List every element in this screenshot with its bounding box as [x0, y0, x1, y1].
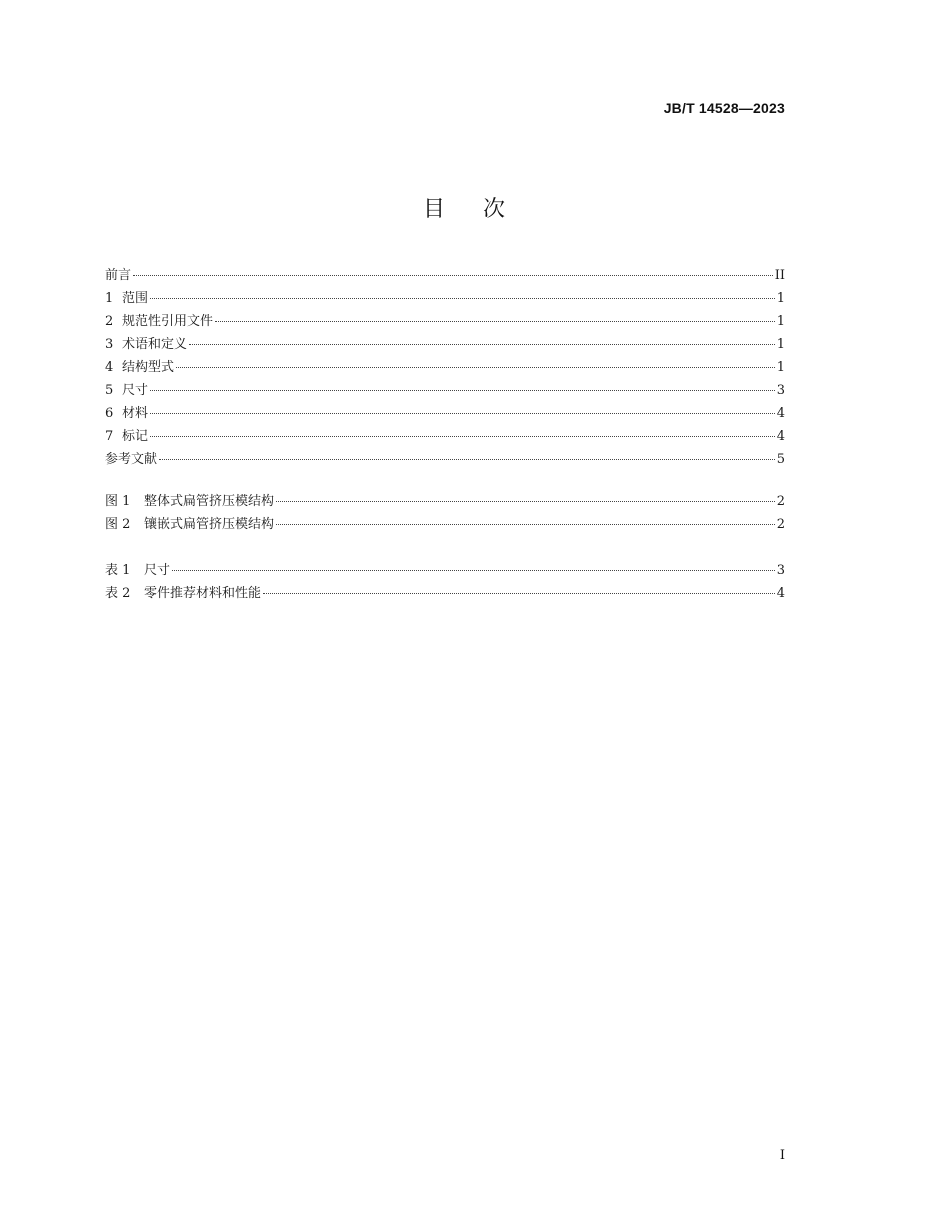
toc-entry-dimensions[interactable]	[105, 379, 785, 402]
toc-entry-page: 1	[776, 291, 785, 306]
toc-entry-label: 前言	[105, 268, 132, 283]
toc-entry-table-1[interactable]	[105, 559, 785, 582]
toc-entry-page: 1	[776, 314, 785, 329]
toc-entry-page: 4	[776, 586, 785, 601]
toc-entry-label: 尺寸	[122, 383, 149, 398]
toc-entry-label: 镶嵌式扁管挤压模结构	[144, 517, 275, 532]
page-title: 目次	[422, 197, 543, 222]
toc-entry-structure-type[interactable]	[105, 356, 785, 379]
toc-entry-label: 材料	[122, 406, 149, 421]
toc-entry-page: 3	[776, 383, 785, 398]
toc-entry-label: 尺寸	[144, 563, 171, 578]
toc-entry-number: 表 2	[105, 586, 131, 601]
toc-leader-dots	[159, 459, 775, 460]
toc-leader-dots	[150, 298, 775, 299]
toc-entry-number: 5	[105, 383, 114, 398]
toc-entry-label: 范围	[122, 291, 149, 306]
toc-leader-dots	[150, 436, 775, 437]
toc-entry-number: 7	[105, 429, 114, 444]
toc-leader-dots	[276, 524, 775, 525]
toc-entry-label: 结构型式	[122, 360, 175, 375]
toc-leader-dots	[176, 367, 775, 368]
toc-entry-figure-1[interactable]	[105, 490, 785, 513]
toc-entry-label: 整体式扁管挤压模结构	[144, 494, 275, 509]
toc-leader-dots	[150, 413, 775, 414]
toc-leader-dots	[133, 275, 773, 276]
toc-leader-dots	[276, 501, 775, 502]
toc-entry-marking[interactable]	[105, 425, 785, 448]
toc-entry-number: 表 1	[105, 563, 131, 578]
toc-entry-bibliography[interactable]	[105, 448, 785, 471]
toc-entry-page: 5	[776, 452, 785, 467]
toc-leader-dots	[150, 390, 775, 391]
toc-tables-list	[105, 559, 785, 605]
toc-entry-normative-references[interactable]	[105, 310, 785, 333]
toc-entry-label: 参考文献	[105, 452, 158, 467]
toc-leader-dots	[172, 570, 775, 571]
toc-entry-figure-2[interactable]	[105, 513, 785, 536]
toc-entry-foreword[interactable]	[105, 264, 785, 287]
toc-entry-number: 图 1	[105, 494, 131, 509]
toc-entry-label: 标记	[122, 429, 149, 444]
document-code: JB/T 14528—2023	[663, 100, 785, 116]
toc-leader-dots	[215, 321, 775, 322]
toc-entry-page: II	[774, 268, 785, 283]
toc-figures-list	[105, 490, 785, 536]
toc-entry-number: 3	[105, 337, 114, 352]
toc-entry-page: 2	[776, 494, 785, 509]
page-number: I	[779, 1148, 785, 1163]
toc-entry-page: 4	[776, 429, 785, 444]
toc-entry-label: 零件推荐材料和性能	[144, 586, 262, 601]
toc-entry-page: 4	[776, 406, 785, 421]
toc-entry-number: 4	[105, 360, 114, 375]
toc-entry-page: 2	[776, 517, 785, 532]
toc-entry-page: 1	[776, 337, 785, 352]
toc-entry-page: 1	[776, 360, 785, 375]
toc-entry-number: 6	[105, 406, 114, 421]
toc-entry-number: 1	[105, 291, 114, 306]
toc-entry-scope[interactable]	[105, 287, 785, 310]
toc-entry-materials[interactable]	[105, 402, 785, 425]
toc-entry-number: 2	[105, 314, 114, 329]
toc-entry-label: 规范性引用文件	[122, 314, 214, 329]
toc-leader-dots	[263, 593, 775, 594]
toc-entry-label: 术语和定义	[122, 337, 188, 352]
toc-entry-table-2[interactable]	[105, 582, 785, 605]
toc-main-list	[105, 264, 785, 471]
toc-entry-page: 3	[776, 563, 785, 578]
toc-entry-number: 图 2	[105, 517, 131, 532]
toc-entry-terms-definitions[interactable]	[105, 333, 785, 356]
toc-leader-dots	[189, 344, 775, 345]
